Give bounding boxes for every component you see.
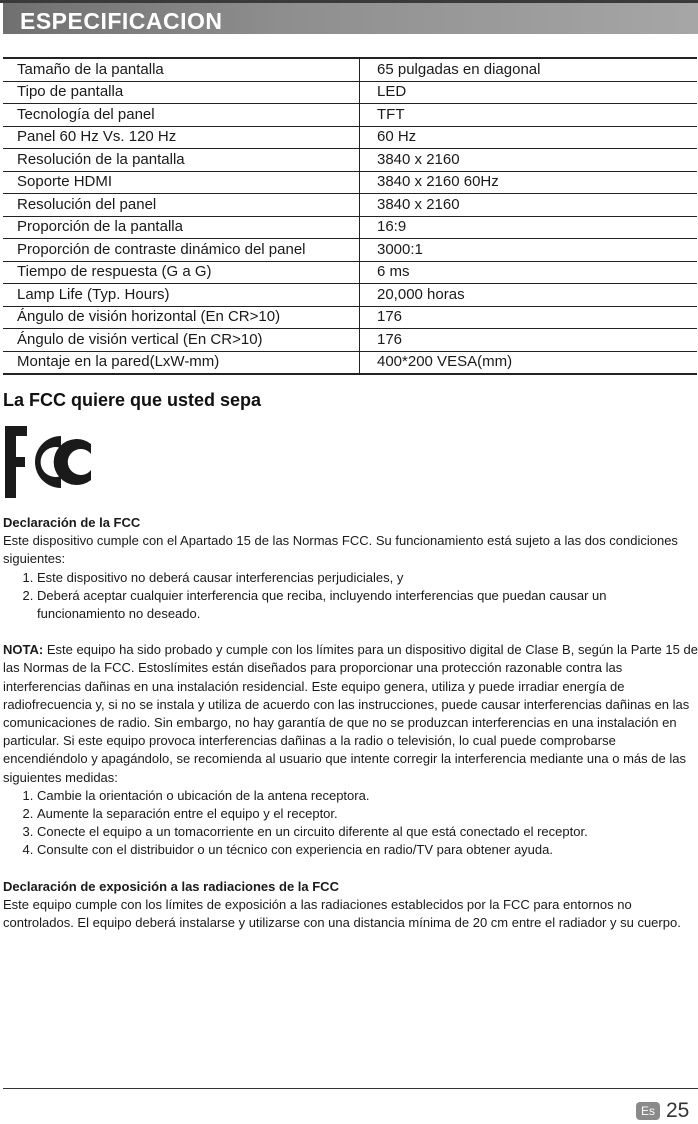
- spec-label: Tamaño de la pantalla: [3, 58, 360, 81]
- spec-label: Panel 60 Hz Vs. 120 Hz: [3, 126, 360, 149]
- table-row: [3, 58, 697, 81]
- spec-value: 60 Hz: [360, 126, 698, 149]
- table-row: [3, 261, 697, 284]
- spec-value: 6 ms: [360, 261, 698, 284]
- spec-value: TFT: [360, 104, 698, 127]
- note-paragraph: [3, 641, 698, 787]
- spec-label: Proporción de la pantalla: [3, 216, 360, 239]
- fcc-logo: [3, 424, 93, 500]
- table-row: [3, 216, 697, 239]
- table-row: [3, 351, 697, 374]
- section-title: ESPECIFICACION: [20, 8, 223, 34]
- list-item: 2. Aumente la separación entre el equipo y el receptor.: [37, 805, 698, 823]
- table-row: [3, 329, 697, 352]
- fcc-body: [3, 514, 698, 932]
- declaration-text: Este dispositivo cumple con el Apartado 15 de las Normas FCC. Su funcionamiento está sujeto a las dos condiciones siguientes:: [3, 533, 678, 567]
- measures-list: [3, 787, 698, 860]
- section-header: [0, 0, 698, 36]
- table-row: [3, 239, 697, 262]
- list-item: 3. Conecte el equipo a un tomacorriente en un circuito diferente al que está conectado el receptor.: [37, 823, 698, 841]
- spec-value: 16:9: [360, 216, 698, 239]
- list-item: 1. Este dispositivo no deberá causar interferencias perjudiciales, y: [37, 569, 698, 587]
- spec-label: Resolución de la pantalla: [3, 149, 360, 172]
- spec-value: 3840 x 2160 60Hz: [360, 171, 698, 194]
- table-row: [3, 81, 697, 104]
- spec-table: [3, 57, 697, 375]
- spec-label: Montaje en la pared(LxW-mm): [3, 351, 360, 374]
- spec-value: 400*200 VESA(mm): [360, 351, 698, 374]
- spec-label: Tecnología del panel: [3, 104, 360, 127]
- table-row: [3, 194, 697, 217]
- spec-label: Resolución del panel: [3, 194, 360, 217]
- spec-label: Soporte HDMI: [3, 171, 360, 194]
- spec-label: Tipo de pantalla: [3, 81, 360, 104]
- table-row: [3, 149, 697, 172]
- list-item: 2. Deberá aceptar cualquier interferencia que reciba, incluyendo interferencias que puedan causar un funcionamiento no deseado.: [37, 587, 698, 623]
- spec-label: Lamp Life (Typ. Hours): [3, 284, 360, 307]
- fcc-heading: La FCC quiere que usted sepa: [3, 390, 262, 410]
- table-row: [3, 171, 697, 194]
- table-row: [3, 126, 697, 149]
- declaration-heading: Declaración de la FCC: [3, 515, 141, 530]
- list-item: 4. Consulte con el distribuidor o un técnico con experiencia en radio/TV para obtener ayuda.: [37, 841, 698, 859]
- exposure-heading: Declaración de exposición a las radiaciones de la FCC: [3, 878, 339, 894]
- spec-value: 176: [360, 306, 698, 329]
- spec-value: LED: [360, 81, 698, 104]
- spec-value: 3840 x 2160: [360, 194, 698, 217]
- language-badge: Es: [636, 1102, 660, 1120]
- spec-label: Ángulo de visión vertical (En CR>10): [3, 329, 360, 352]
- spec-value: 176: [360, 329, 698, 352]
- spec-label: Tiempo de respuesta (G a G): [3, 261, 360, 284]
- footer-rule: [3, 1088, 698, 1089]
- page-number: 25: [666, 1099, 690, 1122]
- note-label: NOTA:: [3, 642, 44, 658]
- spec-value: 65 pulgadas en diagonal: [360, 58, 698, 81]
- exposure-text: Este equipo cumple con los límites de exposición a las radiaciones establecidos por la FCC para entornos no controlados. El equipo deberá instalarse y utilizarse con una distancia mínima de 20 cm entre el radiador y su cuerpo.: [3, 896, 681, 931]
- list-item: 1. Cambie la orientación o ubicación de la antena receptora.: [37, 787, 698, 805]
- spec-label: Ángulo de visión horizontal (En CR>10): [3, 306, 360, 329]
- spec-value: 3000:1: [360, 239, 698, 262]
- conditions-list: [3, 569, 698, 624]
- spec-label: Proporción de contraste dinámico del panel: [3, 239, 360, 262]
- table-row: [3, 306, 697, 329]
- table-row: [3, 284, 697, 307]
- note-text: Este equipo ha sido probado y cumple con los límites para un dispositivo digital de Clase B, según la Parte 15 de las Normas de la FCC. Estoslímites están diseñados para proporcionar una protección razonable contra las interferencias dañinas en una instalación residencial. Este equipo genera, utiliza y puede irradiar energía de radiofrecuencia y, si no se instala y utiliza de acuerdo con las instrucciones, puede causar interferencias dañinas en las comunicaciones de radio. Sin embargo, no hay garantía de que no se produzcan interferencias en una instalación en particular. Si este equipo provoca interferencias dañinas a la radio o televisión, lo cual puede comprobarse encendiéndolo y apagándolo, se recomienda al usuario que intente corregir la interferencia mediante una o más de las siguientes medidas:: [3, 642, 698, 785]
- spec-value: 20,000 horas: [360, 284, 698, 307]
- spec-value: 3840 x 2160: [360, 149, 698, 172]
- table-row: [3, 104, 697, 127]
